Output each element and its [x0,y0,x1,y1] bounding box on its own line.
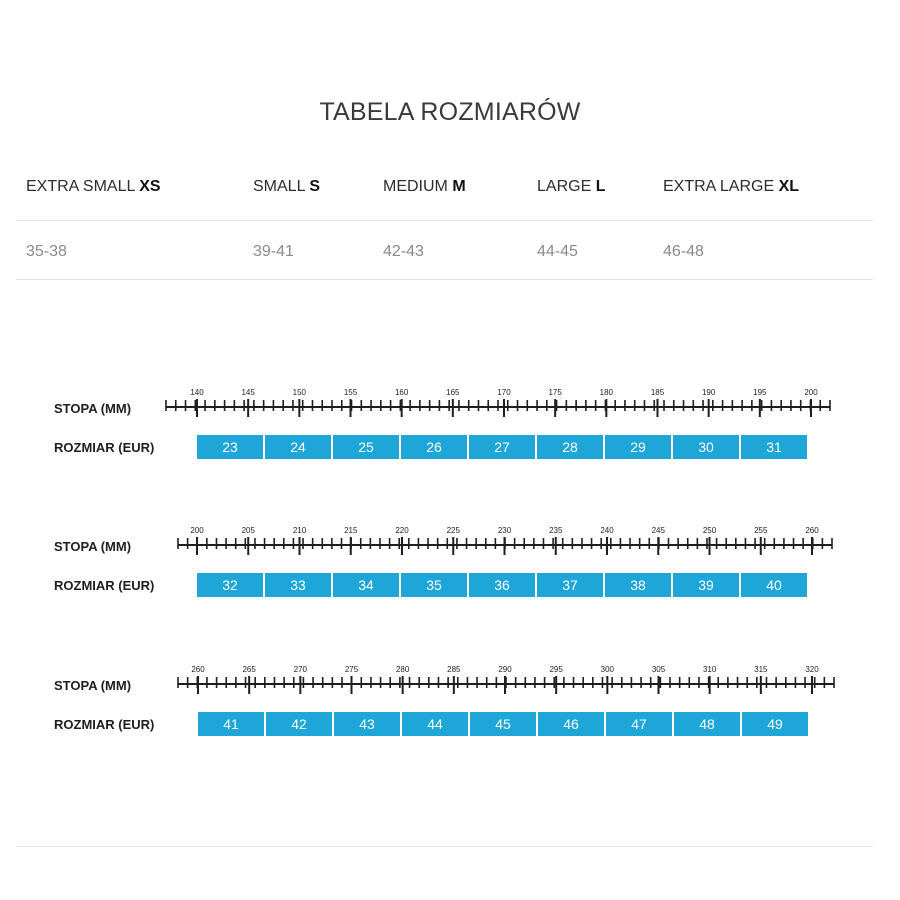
size-box: 37 [537,573,603,597]
ruler-tick-label: 250 [702,526,717,535]
bottom-divider [16,846,873,847]
size-box: 35 [401,573,467,597]
ruler-tick-label: 280 [395,665,410,674]
header-cell-s: SMALL S [253,178,320,195]
size-box: 48 [674,712,740,736]
ruler-tick-label: 300 [600,665,615,674]
foot-length-label: STOPA (MM) [54,678,132,693]
ruler-tick-label: 145 [241,388,255,397]
foot-length-label: STOPA (MM) [54,401,132,416]
size-box: 43 [334,712,400,736]
ruler-tick-label: 295 [549,665,563,674]
size-box: 25 [333,435,399,459]
ruler-tick-label: 275 [344,665,359,674]
ruler-tick-label: 260 [805,526,819,535]
size-box: 27 [469,435,535,459]
size-box: 23 [197,435,263,459]
size-box: 47 [606,712,672,736]
ruler-tick-label: 205 [241,526,255,535]
header-cell-xs: EXTRA SMALL XS [26,178,161,195]
ruler-tick-label: 310 [702,665,717,674]
foot-ruler [0,385,900,425]
ruler-tick-label: 305 [651,665,666,674]
table-header-row [16,150,873,221]
size-box-row [197,435,809,459]
size-box-row [198,712,810,736]
range-cell-l: 44-45 [537,243,578,260]
page-title: TABELA ROZMIARÓW [319,98,581,126]
ruler-tick-label: 195 [753,388,767,397]
header-cell-xl: EXTRA LARGE XL [663,178,800,195]
size-box: 36 [469,573,535,597]
ruler-tick-label: 230 [497,526,512,535]
size-box-row [197,573,809,597]
ruler-tick-label: 150 [292,388,307,397]
ruler-tick-label: 215 [344,526,358,535]
size-box: 33 [265,573,331,597]
foot-ruler [0,523,900,563]
ruler-tick-label: 240 [600,526,614,535]
eur-size-label: ROZMIAR (EUR) [54,717,155,732]
size-box: 41 [198,712,264,736]
ruler-tick-label: 185 [650,388,665,397]
range-cell-s: 39-41 [253,243,294,260]
size-box: 28 [537,435,603,459]
size-box: 46 [538,712,604,736]
size-box: 40 [741,573,807,597]
ruler-tick-label: 220 [395,526,409,535]
size-box: 39 [673,573,739,597]
ruler-tick-label: 315 [754,665,768,674]
ruler-tick-label: 235 [549,526,563,535]
size-box: 42 [266,712,332,736]
foot-length-label: STOPA (MM) [54,539,132,554]
size-chart-3 [0,662,900,742]
ruler-tick-label: 155 [343,388,358,397]
size-box: 31 [741,435,807,459]
ruler-tick-label: 290 [498,665,512,674]
ruler-tick-label: 140 [190,388,204,397]
size-box: 38 [605,573,671,597]
ruler-tick-label: 285 [447,665,461,674]
ruler-tick-label: 170 [497,388,511,397]
ruler-tick-label: 180 [599,388,614,397]
size-box: 45 [470,712,536,736]
ruler-tick-label: 175 [548,388,562,397]
range-cell-xl: 46-48 [663,243,704,260]
ruler-tick-label: 225 [446,526,460,535]
range-cell-xs: 35-38 [26,243,67,260]
ruler-tick-label: 270 [293,665,308,674]
size-chart-2 [0,523,900,603]
ruler-tick-label: 320 [805,665,819,674]
ruler-tick-label: 245 [651,526,665,535]
eur-size-label: ROZMIAR (EUR) [54,440,155,455]
size-table [16,150,873,280]
size-box: 30 [673,435,739,459]
header-cell-l: LARGE L [537,178,606,195]
foot-ruler [0,662,900,702]
ruler-tick-label: 165 [446,388,460,397]
size-chart-1 [0,385,900,465]
table-row [16,221,873,280]
size-box: 32 [197,573,263,597]
size-box: 26 [401,435,467,459]
ruler-tick-label: 255 [754,526,768,535]
size-box: 49 [742,712,808,736]
eur-size-label: ROZMIAR (EUR) [54,578,155,593]
ruler-tick-label: 200 [804,388,818,397]
ruler-tick-label: 200 [190,526,204,535]
size-box: 24 [265,435,331,459]
size-box: 44 [402,712,468,736]
ruler-tick-label: 210 [292,526,307,535]
ruler-tick-label: 265 [242,665,256,674]
range-cell-m: 42-43 [383,243,424,260]
ruler-tick-label: 260 [191,665,205,674]
size-box: 29 [605,435,671,459]
header-cell-m: MEDIUM M [383,178,466,195]
ruler-tick-label: 160 [394,388,409,397]
size-box: 34 [333,573,399,597]
ruler-tick-label: 190 [701,388,716,397]
